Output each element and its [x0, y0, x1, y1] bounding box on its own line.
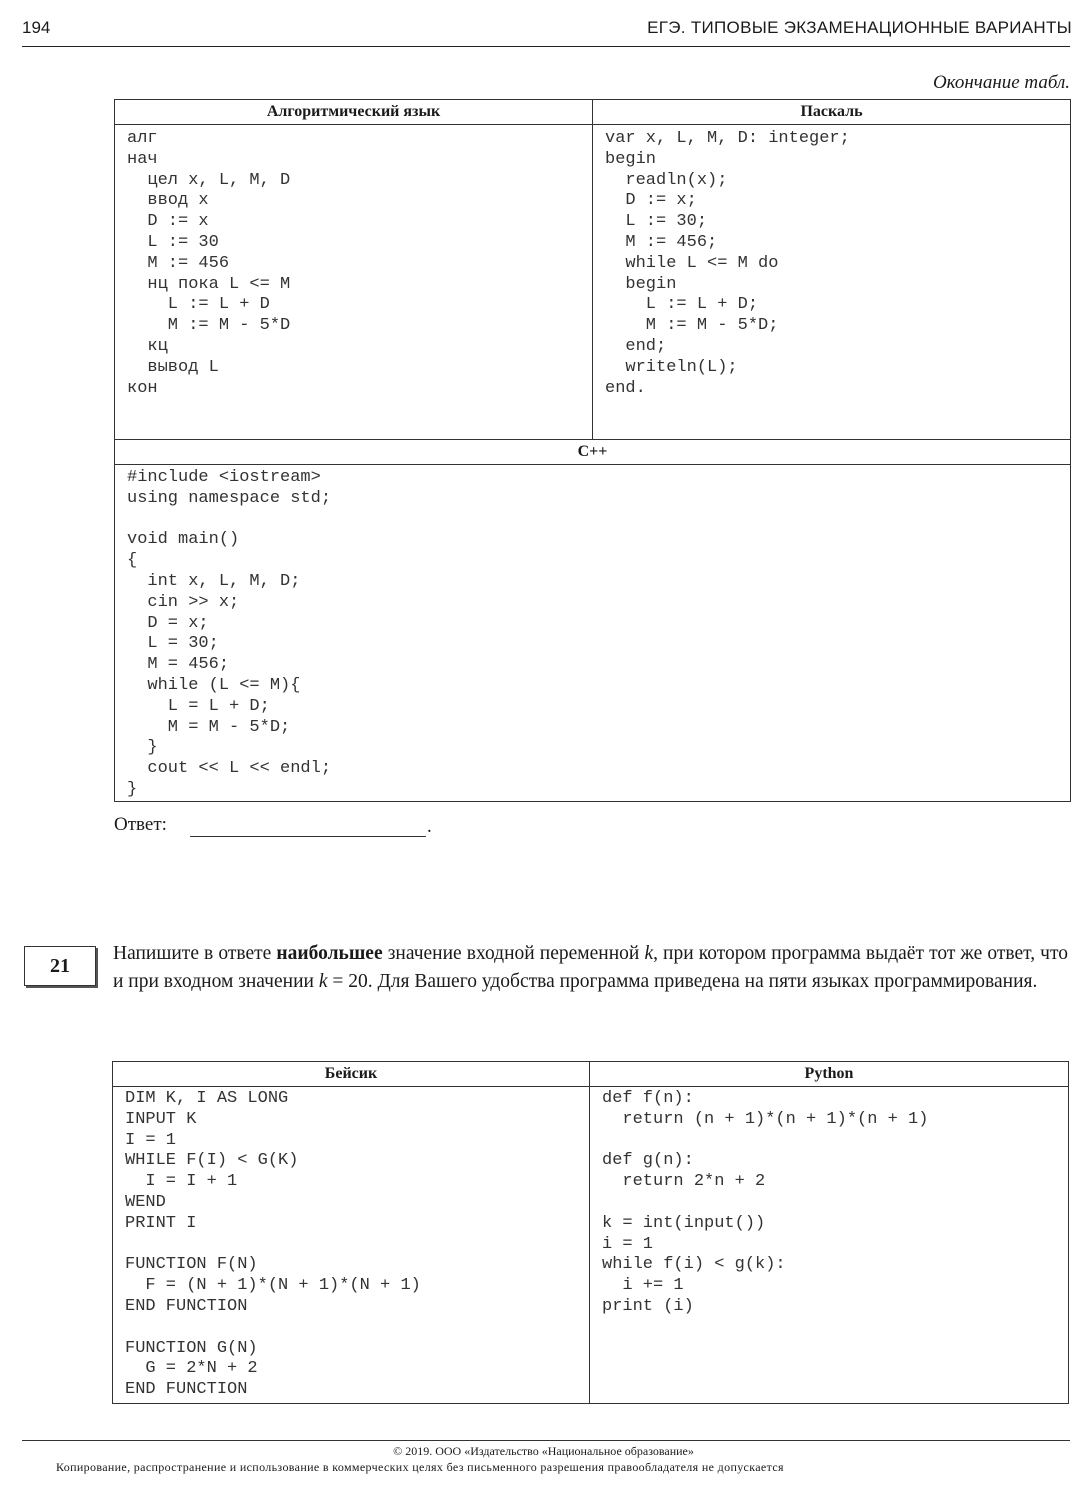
task-variable-k-2: k [318, 971, 328, 992]
footer-legal-notice: Копирование, распространение и использование в коммерческих целях без письменного разрешения правообладателя не допускается [56, 1460, 784, 1474]
running-title: ЕГЭ. ТИПОВЫЕ ЭКЗАМЕНАЦИОННЫЕ ВАРИАНТЫ [647, 18, 1072, 37]
answer-label: Ответ: [114, 814, 167, 835]
code-algorithmic: алг нач цел x, L, M, D ввод x D := x L := 30 M := 456 нц пока L <= M L := L + D M := M - 5*D кц вывод L кон [127, 129, 291, 398]
task-number-box [24, 946, 96, 986]
code-table-task21 [112, 1061, 1069, 1404]
task-text-part1: Напишите в ответе [113, 943, 277, 964]
table-continuation-label: Окончание табл. [932, 72, 1070, 93]
task-text-part4: = 20. Для Вашего удобства программа приведена на пяти языках программирования. [327, 971, 1038, 992]
code-pascal: var x, L, M, D: integer; begin readln(x); D := x; L := 30; M := 456; while L <= M do begin L := L + D; M := M - 5*D; end; writeln(L); end. [605, 129, 850, 398]
column-header-algorithmic: Алгоритмический язык [115, 100, 593, 125]
footer-copyright: © 2019. ООО «Издательство «Национальное образование» [393, 1444, 694, 1458]
task-text-part2: значение входной переменной [382, 943, 645, 964]
task-text-part3: , при котором программа выдаёт тот же ответ, что и при входном значении [113, 943, 1068, 992]
code-cell-cpp [115, 465, 1071, 802]
task-variable-k: k [644, 943, 654, 964]
answer-dot: . [427, 816, 432, 837]
code-cell-basic [113, 1087, 590, 1404]
task-number: 21 [50, 954, 70, 977]
column-header-pascal: Паскаль [593, 100, 1071, 125]
page-number: 194 [22, 18, 51, 37]
page-header [22, 18, 1072, 48]
code-basic: DIM K, I AS LONG INPUT K I = 1 WHILE F(I) < G(K) I = I + 1 WEND PRINT I FUNCTION F(N) F = (N + 1)*(N + 1)*(N + 1) END FUNCTION FUNCTION G(N) G = 2*N + 2 END FUNCTION [125, 1089, 421, 1400]
column-header-basic: Бейсик [113, 1062, 590, 1087]
footer-divider [22, 1440, 1070, 1441]
task-text [113, 940, 1068, 996]
answer-blank-line[interactable] [190, 836, 426, 837]
code-cell-pascal [593, 125, 1071, 440]
code-python: def f(n): return (n + 1)*(n + 1)*(n + 1) def g(n): return 2*n + 2 k = int(input()) i = 1 while f(i) < g(k): i += 1 print (i) [602, 1089, 929, 1316]
task-text-bold: наибольшее [276, 943, 383, 964]
header-divider [22, 46, 1070, 47]
column-header-python: Python [590, 1062, 1069, 1087]
column-header-cpp: C++ [115, 440, 1071, 465]
code-cell-python [590, 1087, 1069, 1404]
code-cpp: #include <iostream> using namespace std; void main() { int x, L, M, D; cin >> x; D = x; L = 30; M = 456; while (L <= M){ L = L + D; M = M - 5*D; } cout << L << endl; } [127, 468, 332, 799]
code-cell-algorithmic [115, 125, 593, 440]
code-table-task20 [114, 99, 1071, 802]
